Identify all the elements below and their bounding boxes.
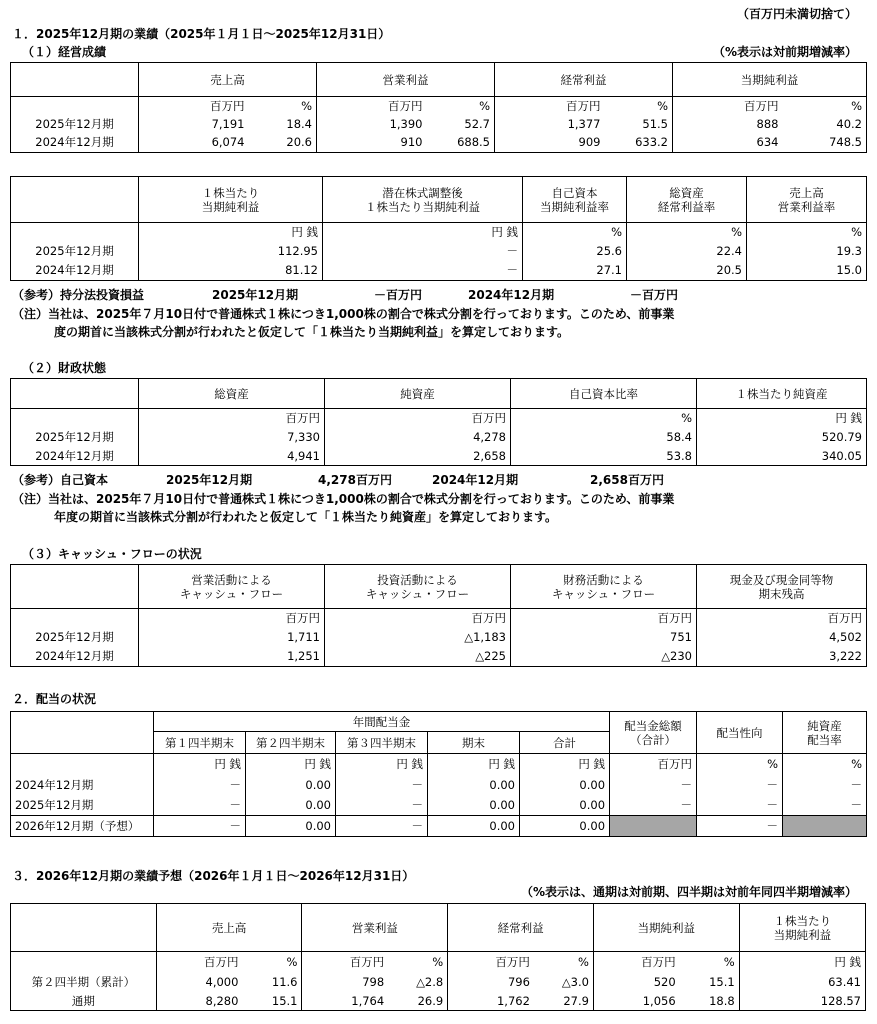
unit-cell: % (388, 952, 448, 973)
row-label-header (11, 732, 154, 754)
col-header: 営業活動による キャッシュ・フロー (139, 565, 325, 609)
cell: 11.6 (242, 973, 302, 992)
row-label: 2024年12月期 (11, 261, 139, 281)
col-header: 潜在株式調整後 １株当たり当期純利益 (323, 177, 523, 223)
unit-cell: % (697, 754, 783, 775)
cell: － (336, 795, 428, 816)
cell: － (154, 775, 246, 795)
cell: 53.8 (511, 447, 697, 466)
cell: 52.7 (427, 115, 495, 133)
col-header: 純資産 (325, 379, 511, 409)
col-header: 現金及び現金同等物 期末残高 (697, 565, 867, 609)
col-header: 配当性向 (697, 712, 783, 754)
col-header: 営業利益 (302, 904, 448, 952)
unit-cell: 百万円 (697, 609, 867, 628)
unit-cell: % (627, 223, 747, 242)
cell: 112.95 (139, 242, 323, 261)
unit-cell: 百万円 (302, 952, 388, 973)
financial-position-table (10, 378, 867, 466)
ref-equity-label: （参考）自己資本 (12, 473, 109, 487)
unit-cell: % (747, 223, 867, 242)
col-header: 合計 (520, 732, 610, 754)
row-label (11, 97, 139, 115)
unit-cell: 円 銭 (520, 754, 610, 775)
cell: 15.1 (242, 992, 302, 1011)
col-header: 売上高 営業利益率 (747, 177, 867, 223)
cell: 27.1 (523, 261, 627, 281)
unit-cell: 百万円 (673, 97, 783, 115)
dividends-table (10, 711, 867, 837)
row-label: 通期 (11, 992, 157, 1011)
unit-cell: 百万円 (610, 754, 697, 775)
col-header: 第２四半期末 (246, 732, 336, 754)
pct-note: （%表示は対前期増減率） (712, 45, 857, 59)
col-header: 売上高 (156, 904, 302, 952)
unit-note: （百万円未満切捨て） (736, 7, 857, 21)
col-header: 経常利益 (448, 904, 594, 952)
cell: 20.5 (627, 261, 747, 281)
note-line: （注）当社は、2025年７月10日付で普通株式１株につき1,000株の割合で株式分割を行っております。このため、前事業 (12, 492, 675, 506)
unit-cell: 百万円 (511, 609, 697, 628)
col-header: 当期純利益 (593, 904, 739, 952)
cell: 796 (448, 973, 534, 992)
cell: － (610, 795, 697, 816)
unit-cell: 百万円 (495, 97, 605, 115)
unit-cell: 百万円 (139, 409, 325, 428)
cell: 0.00 (246, 795, 336, 816)
row-label: 2026年12月期（予想） (11, 816, 154, 837)
ref-period-2: 2024年12月期 (468, 288, 555, 302)
unit-cell: 円 銭 (336, 754, 428, 775)
cell: 520.79 (697, 428, 867, 447)
row-label-header (11, 177, 139, 223)
ref-value-2: －百万円 (630, 288, 679, 302)
unit-cell: % (249, 97, 317, 115)
cell: － (154, 795, 246, 816)
unit-cell: 百万円 (325, 609, 511, 628)
cell: 633.2 (605, 133, 673, 153)
unit-cell: 円 銭 (139, 223, 323, 242)
row-label: 2024年12月期 (11, 647, 139, 667)
cell: 3,222 (697, 647, 867, 667)
cell: △2.8 (388, 973, 448, 992)
col-header: 総資産 (139, 379, 325, 409)
operating-results-table (10, 62, 867, 153)
row-label-header (11, 379, 139, 409)
cell: 1,764 (302, 992, 388, 1011)
cell: 27.9 (534, 992, 594, 1011)
cell: 0.00 (520, 816, 610, 837)
unit-cell: 円 銭 (697, 409, 867, 428)
cell: 0.00 (246, 816, 336, 837)
cell: － (336, 816, 428, 837)
unit-cell: 百万円 (139, 609, 325, 628)
per-share-table (10, 176, 867, 281)
row-label (11, 223, 139, 242)
cell: 18.8 (680, 992, 740, 1011)
section1-title: １．2025年12月期の業績（2025年１月１日～2025年12月31日） (12, 27, 391, 41)
cell: 7,330 (139, 428, 325, 447)
cell: 634 (673, 133, 783, 153)
unit-cell: 百万円 (593, 952, 679, 973)
cell: 4,278 (325, 428, 511, 447)
cell: 25.6 (523, 242, 627, 261)
cell: 520 (593, 973, 679, 992)
unit-cell: % (534, 952, 594, 973)
row-label-header (11, 565, 139, 609)
cell: － (336, 775, 428, 795)
unit-cell: 円 銭 (323, 223, 523, 242)
note-line: 年度の期首に当該株式分割が行われたと仮定して「１株当たり純資産」を算定しております。 (54, 510, 558, 524)
ref-period-1: 2025年12月期 (166, 473, 253, 487)
ref-value-1: －百万円 (374, 288, 423, 302)
row-label: 2025年12月期 (11, 428, 139, 447)
cell: 81.12 (139, 261, 323, 281)
cell: 909 (495, 133, 605, 153)
row-label: 2025年12月期 (11, 242, 139, 261)
col-header: 期末 (428, 732, 520, 754)
unit-cell: 円 銭 (739, 952, 865, 973)
cell: 15.1 (680, 973, 740, 992)
cell: 751 (511, 628, 697, 647)
row-label (11, 952, 157, 973)
cell: 58.4 (511, 428, 697, 447)
row-label: 2025年12月期 (11, 795, 154, 816)
row-label: 2025年12月期 (11, 115, 139, 133)
cell: 0.00 (520, 775, 610, 795)
cell: 6,074 (139, 133, 249, 153)
unit-cell: % (523, 223, 627, 242)
financial-position-subtitle: （２）財政状態 (22, 361, 107, 375)
cell: 128.57 (739, 992, 865, 1011)
cell: 1,377 (495, 115, 605, 133)
unit-cell: 円 銭 (154, 754, 246, 775)
row-label (11, 409, 139, 428)
cell: － (610, 775, 697, 795)
cell: △3.0 (534, 973, 594, 992)
unit-cell: % (605, 97, 673, 115)
cell: 798 (302, 973, 388, 992)
ref-period-2: 2024年12月期 (432, 473, 519, 487)
pct-note: （%表示は、通期は対前期、四半期は対前年同四半期増減率） (520, 885, 857, 899)
unit-cell: 百万円 (325, 409, 511, 428)
cell: － (697, 816, 783, 837)
unit-cell: % (783, 97, 867, 115)
cell: 4,502 (697, 628, 867, 647)
cell: 888 (673, 115, 783, 133)
col-header: 第３四半期末 (336, 732, 428, 754)
unit-cell: % (511, 409, 697, 428)
ref-equity-method-label: （参考）持分法投資損益 (12, 288, 145, 302)
cell: 910 (317, 133, 427, 153)
note-line: （注）当社は、2025年７月10日付で普通株式１株につき1,000株の割合で株式分割を行っております。このため、前事業 (12, 307, 675, 321)
cell: 0.00 (428, 816, 520, 837)
col-header: 総資産 経常利益率 (627, 177, 747, 223)
section2-title: ２．配当の状況 (12, 692, 97, 706)
col-header: 当期純利益 (673, 63, 867, 97)
cell: 688.5 (427, 133, 495, 153)
cell: 4,941 (139, 447, 325, 466)
cell: 1,762 (448, 992, 534, 1011)
unit-cell: % (783, 754, 867, 775)
cell: △1,183 (325, 628, 511, 647)
cell: 0.00 (428, 775, 520, 795)
results-subtitle: （１）経営成績 (22, 45, 107, 59)
col-header: 経常利益 (495, 63, 673, 97)
cell: － (323, 261, 523, 281)
row-label: 2024年12月期 (11, 133, 139, 153)
cell: 0.00 (520, 795, 610, 816)
ref-period-1: 2025年12月期 (212, 288, 299, 302)
section3-title: ３．2026年12月期の業績予想（2026年１月１日～2026年12月31日） (12, 869, 415, 883)
col-header: 配当金総額 （合計） (610, 712, 697, 754)
cash-flow-table (10, 564, 867, 667)
cell: 1,390 (317, 115, 427, 133)
unit-cell: 百万円 (448, 952, 534, 973)
cell: 1,251 (139, 647, 325, 667)
row-label: 第２四半期（累計） (11, 973, 157, 992)
unit-cell: 百万円 (156, 952, 242, 973)
unit-cell: 円 銭 (246, 754, 336, 775)
cell: － (697, 795, 783, 816)
cell: 0.00 (246, 775, 336, 795)
cell: 19.3 (747, 242, 867, 261)
col-header: 売上高 (139, 63, 317, 97)
cell: 4,000 (156, 973, 242, 992)
cell: － (697, 775, 783, 795)
forecast-table (10, 903, 866, 1011)
col-header: １株当たり純資産 (697, 379, 867, 409)
row-label-header (11, 63, 139, 97)
row-label: 2024年12月期 (11, 775, 154, 795)
col-header: 投資活動による キャッシュ・フロー (325, 565, 511, 609)
unit-cell: 百万円 (317, 97, 427, 115)
cell: 15.0 (747, 261, 867, 281)
col-header: 財務活動による キャッシュ・フロー (511, 565, 697, 609)
cell: △230 (511, 647, 697, 667)
row-label: 2024年12月期 (11, 447, 139, 466)
cell: － (323, 242, 523, 261)
shaded-cell (610, 816, 697, 837)
col-header: 第１四半期末 (154, 732, 246, 754)
unit-cell: % (680, 952, 740, 973)
cell: 8,280 (156, 992, 242, 1011)
unit-cell: % (427, 97, 495, 115)
cell: 0.00 (428, 795, 520, 816)
cell: 26.9 (388, 992, 448, 1011)
row-label: 2025年12月期 (11, 628, 139, 647)
cell: 63.41 (739, 973, 865, 992)
cell: 2,658 (325, 447, 511, 466)
unit-cell: % (242, 952, 302, 973)
row-label-header (11, 904, 157, 952)
unit-cell: 百万円 (139, 97, 249, 115)
cell: － (783, 795, 867, 816)
cell: － (783, 775, 867, 795)
cash-flow-subtitle: （３）キャッシュ・フローの状況 (22, 547, 202, 561)
col-header: 自己資本比率 (511, 379, 697, 409)
cell: 1,056 (593, 992, 679, 1011)
cell: 18.4 (249, 115, 317, 133)
note-line: 度の期首に当該株式分割が行われたと仮定して「１株当たり当期純利益」を算定しております。 (54, 325, 570, 339)
unit-cell: 円 銭 (428, 754, 520, 775)
row-label (11, 609, 139, 628)
cell: － (154, 816, 246, 837)
cell: 51.5 (605, 115, 673, 133)
row-label-header (11, 712, 154, 732)
row-label (11, 754, 154, 775)
cell: 748.5 (783, 133, 867, 153)
col-header: １株当たり 当期純利益 (139, 177, 323, 223)
cell: 20.6 (249, 133, 317, 153)
col-header: 営業利益 (317, 63, 495, 97)
shaded-cell (783, 816, 867, 837)
cell: 1,711 (139, 628, 325, 647)
cell: 22.4 (627, 242, 747, 261)
ref-value-1: 4,278百万円 (318, 473, 392, 487)
col-header: 純資産 配当率 (783, 712, 867, 754)
cell: 40.2 (783, 115, 867, 133)
col-header: 自己資本 当期純利益率 (523, 177, 627, 223)
cell: △225 (325, 647, 511, 667)
cell: 340.05 (697, 447, 867, 466)
annual-dividend-header: 年間配当金 (154, 712, 610, 732)
col-header: １株当たり 当期純利益 (739, 904, 865, 952)
ref-value-2: 2,658百万円 (590, 473, 664, 487)
cell: 7,191 (139, 115, 249, 133)
